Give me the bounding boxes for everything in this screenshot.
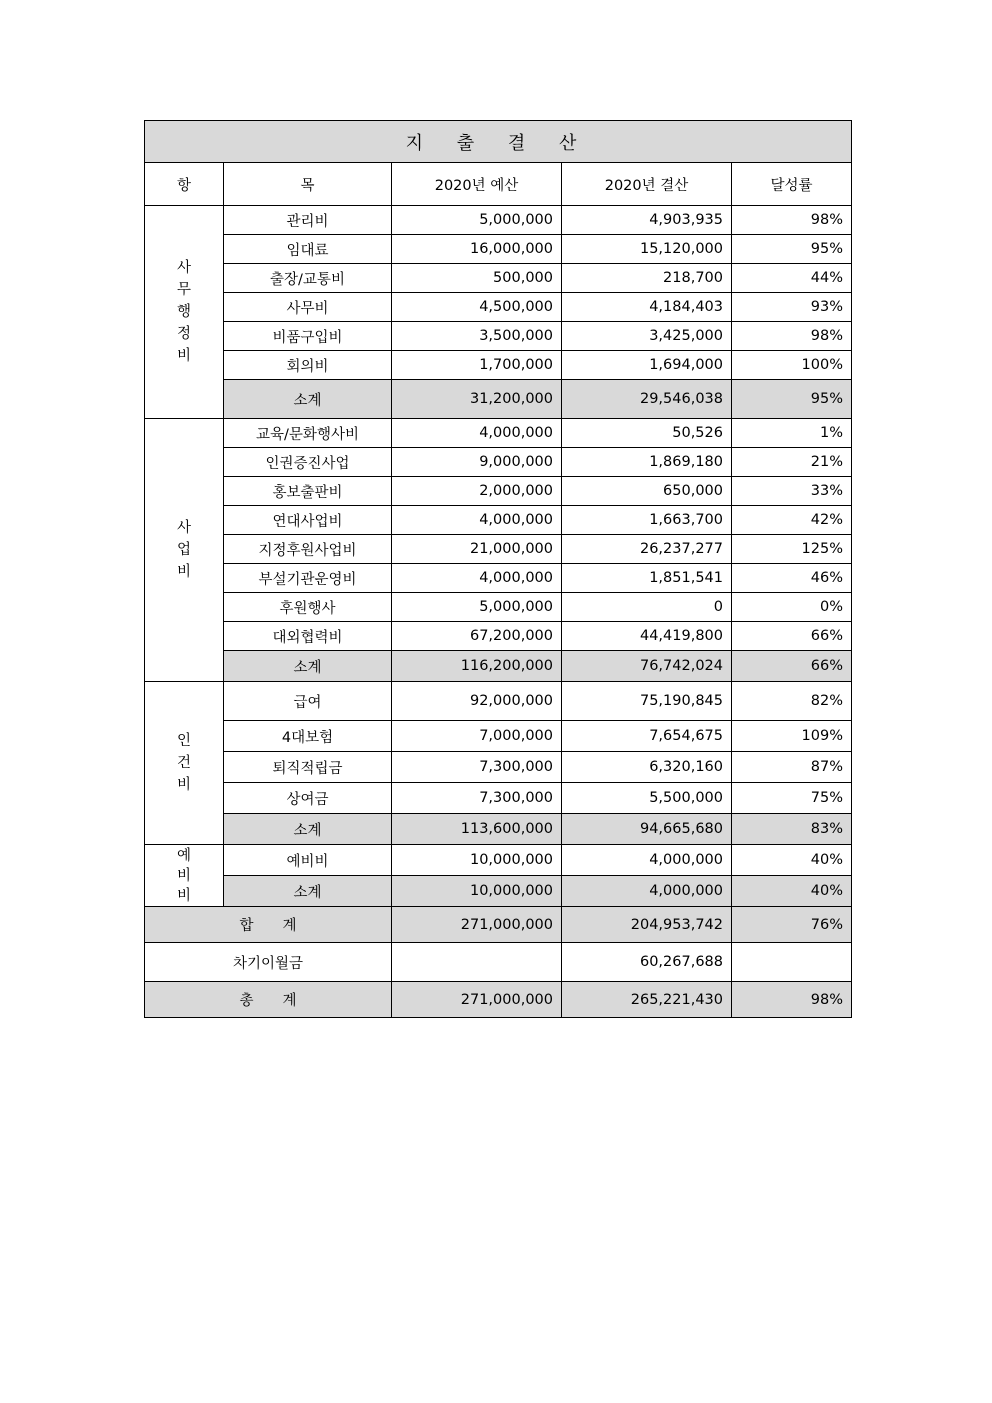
item-budget: 5,000,000 <box>392 593 562 622</box>
sum-budget: 271,000,000 <box>392 907 562 943</box>
header-budget: 2020년 예산 <box>392 163 562 206</box>
item-rate: 109% <box>732 721 852 752</box>
sum-actual: 204,953,742 <box>562 907 732 943</box>
subtotal-budget: 10,000,000 <box>392 876 562 907</box>
carryover-budget <box>392 943 562 982</box>
subtotal-rate: 66% <box>732 651 852 682</box>
item-budget: 4,000,000 <box>392 419 562 448</box>
carryover-label: 차기이월금 <box>145 943 392 982</box>
subtotal-actual: 76,742,024 <box>562 651 732 682</box>
item-rate: 66% <box>732 622 852 651</box>
item-budget: 9,000,000 <box>392 448 562 477</box>
carryover-actual: 60,267,688 <box>562 943 732 982</box>
item-rate: 44% <box>732 264 852 293</box>
header-rate: 달성률 <box>732 163 852 206</box>
item-budget: 7,000,000 <box>392 721 562 752</box>
item-actual: 26,237,277 <box>562 535 732 564</box>
item-actual: 4,000,000 <box>562 845 732 876</box>
item-rate: 1% <box>732 419 852 448</box>
item-budget: 4,000,000 <box>392 564 562 593</box>
subtotal-rate: 40% <box>732 876 852 907</box>
group-label: 사업비 <box>145 419 224 682</box>
subtotal-label: 소계 <box>224 876 392 907</box>
item-rate: 42% <box>732 506 852 535</box>
table-title: 지 출 결 산 <box>145 121 852 163</box>
item-actual: 3,425,000 <box>562 322 732 351</box>
group-label: 예비비 <box>145 845 224 907</box>
item-budget: 5,000,000 <box>392 206 562 235</box>
item-actual: 50,526 <box>562 419 732 448</box>
expense-settlement-table <box>144 120 852 1018</box>
item-actual: 1,851,541 <box>562 564 732 593</box>
item-name: 급여 <box>224 682 392 721</box>
item-actual: 7,654,675 <box>562 721 732 752</box>
item-rate: 75% <box>732 783 852 814</box>
item-budget: 10,000,000 <box>392 845 562 876</box>
grand-total-budget: 271,000,000 <box>392 982 562 1018</box>
item-name: 임대료 <box>224 235 392 264</box>
grand-total-rate: 98% <box>732 982 852 1018</box>
subtotal-label: 소계 <box>224 814 392 845</box>
item-actual: 44,419,800 <box>562 622 732 651</box>
item-actual: 5,500,000 <box>562 783 732 814</box>
item-actual: 650,000 <box>562 477 732 506</box>
subtotal-rate: 83% <box>732 814 852 845</box>
group-label: 인건비 <box>145 682 224 845</box>
item-name: 후원행사 <box>224 593 392 622</box>
item-actual: 75,190,845 <box>562 682 732 721</box>
item-budget: 7,300,000 <box>392 783 562 814</box>
item-budget: 500,000 <box>392 264 562 293</box>
item-name: 홍보출판비 <box>224 477 392 506</box>
item-actual: 1,663,700 <box>562 506 732 535</box>
carryover-rate <box>732 943 852 982</box>
item-actual: 218,700 <box>562 264 732 293</box>
item-name: 연대사업비 <box>224 506 392 535</box>
item-name: 4대보험 <box>224 721 392 752</box>
item-actual: 15,120,000 <box>562 235 732 264</box>
subtotal-budget: 116,200,000 <box>392 651 562 682</box>
subtotal-label: 소계 <box>224 380 392 419</box>
header-actual: 2020년 결산 <box>562 163 732 206</box>
item-rate: 87% <box>732 752 852 783</box>
item-name: 출장/교통비 <box>224 264 392 293</box>
item-budget: 4,000,000 <box>392 506 562 535</box>
subtotal-actual: 29,546,038 <box>562 380 732 419</box>
item-actual: 4,903,935 <box>562 206 732 235</box>
item-name: 지정후원사업비 <box>224 535 392 564</box>
item-rate: 46% <box>732 564 852 593</box>
item-rate: 93% <box>732 293 852 322</box>
item-rate: 33% <box>732 477 852 506</box>
item-rate: 0% <box>732 593 852 622</box>
item-budget: 16,000,000 <box>392 235 562 264</box>
item-rate: 82% <box>732 682 852 721</box>
item-actual: 0 <box>562 593 732 622</box>
grand-total-label: 총 계 <box>145 982 392 1018</box>
header-hang: 항 <box>145 163 224 206</box>
subtotal-actual: 94,665,680 <box>562 814 732 845</box>
item-name: 퇴직적립금 <box>224 752 392 783</box>
subtotal-label: 소계 <box>224 651 392 682</box>
item-actual: 1,694,000 <box>562 351 732 380</box>
item-rate: 100% <box>732 351 852 380</box>
item-name: 교육/문화행사비 <box>224 419 392 448</box>
grand-total-actual: 265,221,430 <box>562 982 732 1018</box>
subtotal-actual: 4,000,000 <box>562 876 732 907</box>
item-name: 예비비 <box>224 845 392 876</box>
item-name: 부설기관운영비 <box>224 564 392 593</box>
item-budget: 92,000,000 <box>392 682 562 721</box>
item-name: 회의비 <box>224 351 392 380</box>
item-rate: 98% <box>732 206 852 235</box>
subtotal-budget: 31,200,000 <box>392 380 562 419</box>
item-budget: 67,200,000 <box>392 622 562 651</box>
item-budget: 21,000,000 <box>392 535 562 564</box>
item-name: 비품구입비 <box>224 322 392 351</box>
sum-rate: 76% <box>732 907 852 943</box>
subtotal-budget: 113,600,000 <box>392 814 562 845</box>
item-budget: 2,000,000 <box>392 477 562 506</box>
item-rate: 95% <box>732 235 852 264</box>
item-name: 인권증진사업 <box>224 448 392 477</box>
group-label: 사무행정비 <box>145 206 224 419</box>
item-budget: 4,500,000 <box>392 293 562 322</box>
item-name: 관리비 <box>224 206 392 235</box>
item-rate: 21% <box>732 448 852 477</box>
item-rate: 98% <box>732 322 852 351</box>
item-budget: 3,500,000 <box>392 322 562 351</box>
item-name: 대외협력비 <box>224 622 392 651</box>
sum-label: 합 계 <box>145 907 392 943</box>
item-rate: 125% <box>732 535 852 564</box>
header-mok: 목 <box>224 163 392 206</box>
item-actual: 4,184,403 <box>562 293 732 322</box>
item-name: 상여금 <box>224 783 392 814</box>
item-actual: 6,320,160 <box>562 752 732 783</box>
subtotal-rate: 95% <box>732 380 852 419</box>
item-rate: 40% <box>732 845 852 876</box>
item-name: 사무비 <box>224 293 392 322</box>
item-budget: 1,700,000 <box>392 351 562 380</box>
item-actual: 1,869,180 <box>562 448 732 477</box>
item-budget: 7,300,000 <box>392 752 562 783</box>
